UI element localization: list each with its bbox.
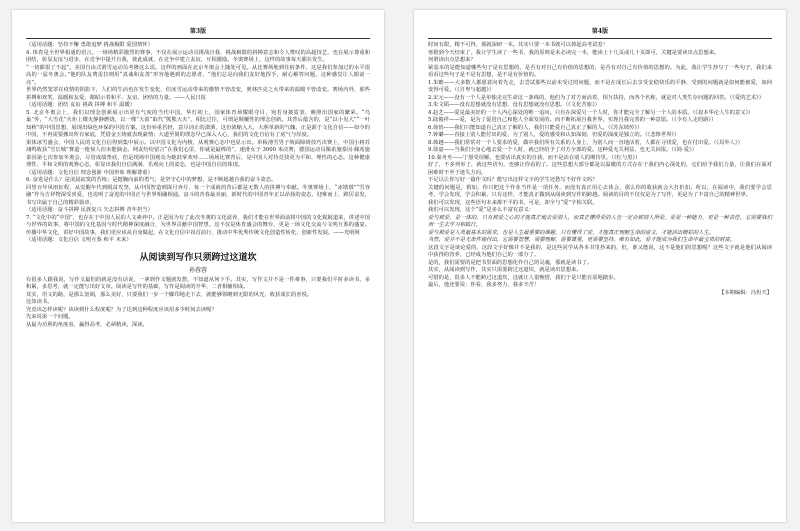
paragraph: 10.秦舟舟——宁愿受误解，也要活出真实的自我，而不是活在别人的期待里。（《红与黑》） [428,154,641,161]
paragraph: 7. “文化中的“中国”，也存在于中国人民的人文素养中。正是因为有了此次冬奥的文化滋养，我们才能在世界面前将中国的文化娓娓道来，讲述中国与世界的故事，将中国的文化基因与时代精神深度融合，为世界贡献中国智慧。这不仅是体育盛会的舞台，更是一场文化交流与文明互鉴的盛宴。传播中华文化，讲好中国故事，我们更应该从自身做起，在文化自信中昂首前行，推动中华优秀传统文化创造性转化、创新性发展。——光明网 [26,214,370,236]
paragraph: 紧基本的是能知道哪些句子是有思想的，是否有对自己有价值的思想的，是否有对自己有价值的思想的。为此，我让学生抄写了一些句子，我们来看看这些句子是不是有思想，是不是有价值的。 [428,64,772,78]
paragraph: 从最为功利的角度看，赢得高考，必须精读，深读。 [26,321,148,328]
paragraph: 最后，他还要说：你看，我多努力，我多辛苦！ [428,282,540,288]
paragraph: 5.陆俊祥——爱，是为了促进自己和他人全面发展的。而不断拓展自我世界，实现自我完善的一种意愿。（《少有人走的路》） [428,117,717,123]
article-author: 孙蓉蓉 [188,266,207,274]
paragraph: 寒假到今天结束了，我让学生读了一些书，我的原则是未必读完一本，能读上十几页或几十页即可，关键是要读出点思想来。 [428,49,720,56]
paragraph: 世界仍然笼罩在疫情的阴影下，人们的生活也在发生变化，但冰雪运动带来的激情不曾改变，奥林匹克之火带来的温暖不曾改变。赛场内外，那些拼搏和欢笑、温暖和友爱，都昭示着和平、友谊、团结的力量。——人民日报 [26,87,370,101]
page-number-right: 第4版 [591,28,609,35]
paragraph-italic: 当然，爱并不是无条件地付出，它需要智慧，需要理解，需要尊重，更需要坚持。唯有如此，爱才能成为我们生命中最宝贵的财富。 [428,237,736,243]
paragraph: 2.宋元——没有一个人是单独走完生命这一条线的，他们为了对方而活着，相互扶持，而各个名称，就是对人类生存问题的回答。（《爱的艺术》） [428,94,765,101]
paragraph: 我们可以发现，这些语句本来都不平的书，可是，却全与“爱”字相关联。 [428,199,598,206]
paragraph: 时间有限，精不可得，那就深研一本。其实只要一本书就可以掉起高考试卷！ [428,42,609,48]
paragraph: 6.徐悄——我们只能知道自己真正了解的人，我们只能爱自己真正了解的人。（《苏东坡传》） [428,124,643,131]
paragraph-italic: 爱与被爱是人类最基本的需求，也是人生最重要的课题，只有懂得了爱，才能真正理解生命的意义，才能活出精彩的人生。 [428,229,715,236]
paragraph: 6. 奋进是什么？是凌晨寂寞的苦练；是挺胸向前的勇气；是坚守心中的梦想，是不断超越自我的奋斗姿态。 [26,177,277,183]
right-body [428,42,772,297]
paragraph: 可惜的是，很多人不能跨过这道坎，这就让人很惋惜，我们于是只能在原地踏步。 [428,274,619,281]
paragraph: 其实，从阅读到写作，其实只需要跨过这道坎，就是读出思想来。 [428,267,582,273]
paragraph: 究竟该怎样读呢？该读到什么程度呢？为了达到这种程度应该用多少时间去读呢？ [26,306,217,313]
paragraph: 4.赵艺——爱是最美好的一个人内心深处的唯一追问。只有在深爱另一个人时，你才能完全了解另一个人的本质。（《叔本华论人生的意义》） [428,109,754,116]
paragraph: 果体冰雪盛会，中国人民的文化自信得到集中展示。以中国文化为内核，从观赛心态中也显示出。单板滑雪男子坡面障碍技巧决赛上，中国小将苏翊鸣收获“雪长城”赛道一枪惊人但未能摘金。网友纷纷留言“在我们心里，你就是最棒的”，速滑女子 3000 米决赛，德国运动员佩希施泰因·佩希施泰因第七次参加冬奥会，尽管成绩垫底，但是现场中国观众为她鼓掌欢呼……场场比赛背后，是中国人对待竞技更为平和、理性的心态。这种健康理性、平和文明的观赛心态，彰显出我们自信满满、乐观向上的姿态，也是中国自信的体现。 [26,139,370,168]
paragraph: 先来说第一个问题。 [26,314,74,320]
paragraph: 7.钟璐——直接上别人能付出的爱，为了别人，爱的感受和认知深刻，但爱的深度是独立的。（《悲惨世界》） [428,132,680,138]
paragraph: 3.朱文韬——没有思想就没有思想，没有思想就没有思想。（《文化苦旅》） [428,102,600,108]
editor-credit: 【本期编辑：冯恒天】 [719,289,772,296]
paragraph: （适用话题：团结 友谊 挑战 拼搏 和平 温暖） [26,102,136,108]
paragraph: 是的，我们需要的是把书里面的思想化作自己的灵魂，那就是读书了。 [428,259,593,266]
header-rule-left [26,38,370,39]
paragraph: 关键的问题是，假如，你只把这个作业当作是一项任务，而没有真正用心去体会，那么你的收获就会大打折扣。所以，在阅读中，我们要学会思考，学会发现，学会积累，只有这样，才能真正做到从阅读到写作的跨越。阅读的目的不仅仅是为了写作，更是为了丰富自己的精神世界。 [428,184,772,198]
left-page [12,10,384,522]
paragraph: 5. 北京冬奥会上，我们以理念创新展示出更有气度的当代中国。华灯初上，国家体育场耀眼夺目，宛若身披霓裳，映照出国家的繁荣。“鸟巢”外，“大雪花”火炬上微火静静燃烧，以一棵“大盈”取代“熊熊大火”，相比过往，可谓是颠覆性的理念创新。其背后蕴含的，是“以小见大”“一叶知秋”的中国思想，展现出绿色环保的中国方案。这份举重若轻，意尽词止的潇洒，这份浓缩入大，大胆革新的气魄，正是源于文化自信——如今的中国，不再需要搬出所有家底，凭借金玉铸就表现豪情；大道至简的理念早已深入人心，我们的文化自信有了底气与厚度。 [26,109,370,138]
paragraph: 这段文字是谈论爱的，这段文字好像并不是我的，是这些同学从各本书里抄来的，但，谁又能说，这不是他们的思想呢？这些文字就是他们从阅读中获得的营养，已经成为他们自己的一部分了。 [428,244,772,258]
paragraph: 9.徐嘉——当我们全身心地去爱一个人时，就已经给予了对方全部的爱。这种爱无关利益，也无关回报。（《简·爱》） [428,147,697,153]
left-top-section [26,42,370,245]
paragraph: 其实，语文的路，是那么宽阔，那么美好，只要我们一步一个脚印地走下去，就能够领略到无限的风光，收获成长的喜悦。 [26,291,313,298]
right-page [414,10,786,522]
paragraph: 何谓读出点思想来？ [428,57,476,63]
paragraph: （适用话题：文化自信 理念创新 中国形象 理解尊重） [26,169,153,176]
paragraph: 我们可以发现，这个“爱”是多么丰富有意义： [428,207,535,213]
paragraph: 回望百年风雨征程，从觉醒年代到脱贫攻坚，从中国智造到探月奔月，每一个成就的背后都是无数人的拼搏与奉献。冬奥赛场上，“冰墩墩”“雪容融”作为吉祥物深受喜爱，也说明了奋进的中国正与世界相融相通。奋斗的青春最美丽，新时代的中国青年正以昂扬的姿态，迎难而上、踔厉奋发，书写出属于自己的精彩篇章。 [26,184,370,206]
page-number-left: 第3版 [189,28,207,35]
paragraph: 好了，不多列举了，就这些语句，也够让你看的了。这些思想大部分都是以温暖的方式存在于我们内心深处的，它们给予我们力量，让我们在面对困难时不至于迷失方向。 [428,162,772,176]
paragraph: （适用话题：奋斗拼搏 民族复兴 矢志拼搏 青年担当） [26,207,153,213]
article-title: 从阅读到写作只须跨过这道坎 [139,252,257,263]
paragraph-italic: 爱与被爱，是一体的，只有被爱之心的才能真正地去爱别人，而真正懂得爱的人也一定会被别人所爱。爱是一种能力，更是一种责任，它需要我们用一生去学习和践行。 [428,214,772,228]
paragraph: （适用话题：文化自信 文明互鉴 和平 未来） [26,237,132,243]
paragraph: （适用话题：坚持不懈 勇敢追梦 挑战极限 爱国情怀） [26,42,153,48]
paragraph: “一切都很了不起”。美国自由式滑雪运动员考隆这么说。这样的画面在北京冬奥会上随处可见。从比赛场地到住宿条件，这是我们参加过的水平很高的一届冬奥会。”他的队友费雷拉则用“真诚和友善”形容他遇到的志愿者，“他们总是向我们友好地挥手，耐心解答问题，这种感觉让人眼前一亮”。 [26,64,370,86]
paragraph: 1.朱瞻——大多数人都愿意向着先走，去尝试那些以前未受过的问题，而不是在成长后去享受安稳快乐的平静，受到的问题就是如何能被爱，如何变得可爱。（《自卑与超越》） [428,79,772,93]
header-rule-right [428,38,772,39]
paragraph: 4. 体育是全世界相通的语言。一场场精彩激烈的赛事，不仅在展示运动员挑战自我、挑战极限的拼搏意志和令人赞叹的高超技艺，也在展示尊重和团结，彰显友谊与进步，在竞争中提升自我，彼此成就，在竞争中建立友谊，互相激励。冬奥赛场上，这样的故事每天都在发生。 [26,49,370,63]
paragraph: 8.韩越——我们常常对一个人要求的爱，做中我们所有关系的人身上，为别人而一直地活着，人都在寻找爱，也在付出爱。（《局外人》） [428,139,743,146]
paragraph: 不足以让你写好一篇作文吗？能写出这样文字的学生还愁写不好作文吗？ [428,177,598,183]
paragraph: 有很多人跟我说，写作文最怕的就是没有话说，一拿到作文题就发愁，不知道从何下手。其实，写作文并不是一件难事，只要我们平时多读书，多积累，多思考，就一定能写出好文章。阅读是写作的基础，写作是阅读的升华，二者相辅相成。 [26,276,370,290]
article-body [26,277,370,330]
paragraph: 比如读书。 [26,299,53,305]
